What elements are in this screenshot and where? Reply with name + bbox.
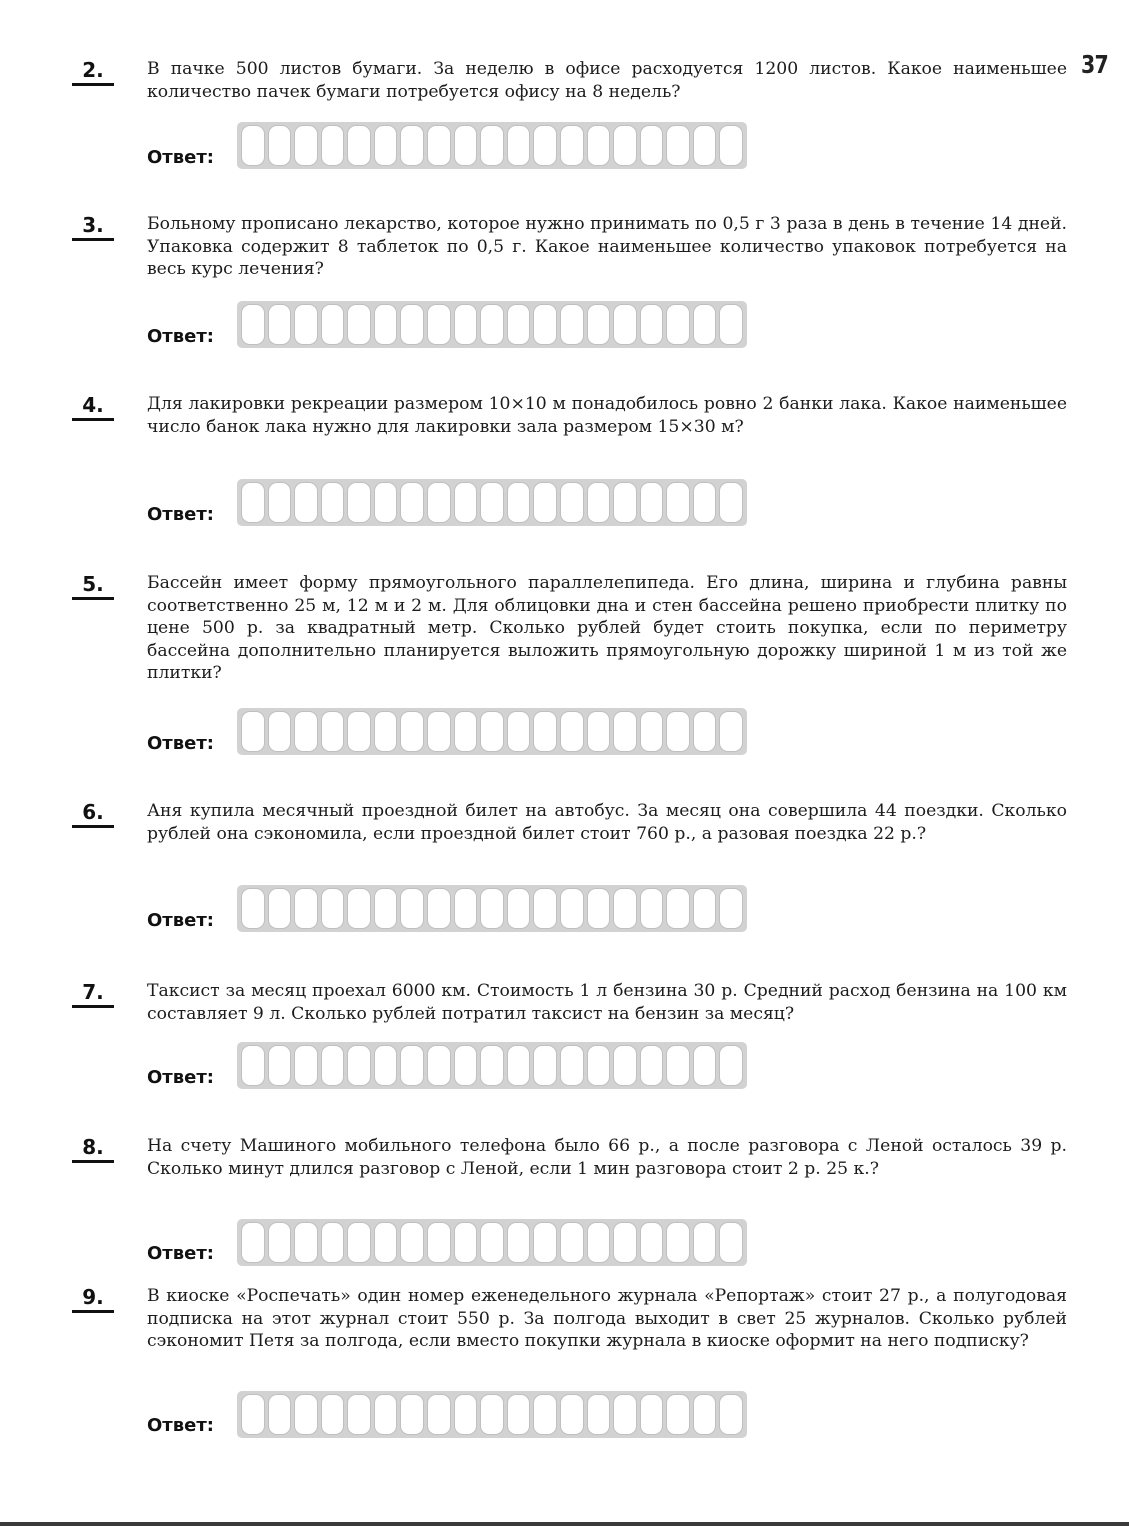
- answer-cell[interactable]: [454, 1222, 478, 1263]
- answer-cell[interactable]: [533, 1394, 557, 1435]
- answer-cell[interactable]: [693, 1394, 717, 1435]
- answer-label: Ответ:: [147, 147, 214, 168]
- answer-cell[interactable]: [507, 1394, 531, 1435]
- answer-cell[interactable]: [241, 1394, 265, 1435]
- answer-cell[interactable]: [560, 304, 584, 345]
- answer-input[interactable]: [237, 479, 747, 526]
- answer-cell[interactable]: [374, 1222, 398, 1263]
- answer-cell[interactable]: [347, 125, 371, 166]
- answer-cell[interactable]: [587, 304, 611, 345]
- task-number: 2.: [72, 58, 114, 86]
- answer-cell[interactable]: [241, 304, 265, 345]
- answer-cell[interactable]: [294, 304, 318, 345]
- answer-cell[interactable]: [719, 1394, 743, 1435]
- answer-cell[interactable]: [613, 888, 637, 929]
- answer-cell[interactable]: [321, 888, 345, 929]
- answer-cell[interactable]: [507, 125, 531, 166]
- answer-label: Ответ:: [147, 733, 214, 754]
- answer-cell[interactable]: [533, 888, 557, 929]
- answer-cell[interactable]: [268, 125, 292, 166]
- answer-cell[interactable]: [347, 1394, 371, 1435]
- answer-cell[interactable]: [268, 888, 292, 929]
- answer-cell[interactable]: [666, 1045, 690, 1086]
- answer-label: Ответ:: [147, 326, 214, 347]
- task-number: 7.: [72, 980, 114, 1008]
- answer-cell[interactable]: [533, 711, 557, 752]
- answer-input[interactable]: [237, 122, 747, 169]
- answer-cell[interactable]: [587, 1222, 611, 1263]
- answer-cell[interactable]: [347, 1222, 371, 1263]
- answer-cell[interactable]: [427, 125, 451, 166]
- answer-cell[interactable]: [268, 482, 292, 523]
- answer-cell[interactable]: [400, 1045, 424, 1086]
- answer-cell[interactable]: [480, 304, 504, 345]
- answer-cell[interactable]: [587, 482, 611, 523]
- answer-cell[interactable]: [560, 888, 584, 929]
- answer-cell[interactable]: [560, 1394, 584, 1435]
- answer-cell[interactable]: [560, 711, 584, 752]
- answer-cell[interactable]: [427, 888, 451, 929]
- answer-cell[interactable]: [321, 1394, 345, 1435]
- answer-cell[interactable]: [347, 1045, 371, 1086]
- answer-cell[interactable]: [666, 125, 690, 166]
- answer-cell[interactable]: [268, 304, 292, 345]
- answer-cell[interactable]: [533, 1222, 557, 1263]
- answer-cell[interactable]: [294, 125, 318, 166]
- answer-cell[interactable]: [693, 482, 717, 523]
- answer-cell[interactable]: [640, 482, 664, 523]
- answer-cell[interactable]: [719, 1222, 743, 1263]
- answer-cell[interactable]: [587, 1045, 611, 1086]
- task-text: Аня купила месячный проездной билет на автобус. За месяц она совершила 44 поездки. Сколько рублей она сэкономила, если проездной билет стоит 760 р., а разовая поездка 22 р.?: [147, 801, 1067, 844]
- answer-cell[interactable]: [241, 1222, 265, 1263]
- answer-cell[interactable]: [427, 304, 451, 345]
- answer-cell[interactable]: [507, 711, 531, 752]
- answer-input[interactable]: [237, 1391, 747, 1438]
- answer-cell[interactable]: [294, 1045, 318, 1086]
- answer-cell[interactable]: [400, 304, 424, 345]
- answer-cell[interactable]: [613, 1222, 637, 1263]
- answer-cell[interactable]: [719, 125, 743, 166]
- answer-cell[interactable]: [613, 711, 637, 752]
- answer-cell[interactable]: [321, 1045, 345, 1086]
- answer-cell[interactable]: [507, 1045, 531, 1086]
- answer-cell[interactable]: [533, 304, 557, 345]
- answer-cell[interactable]: [640, 1222, 664, 1263]
- answer-cell[interactable]: [693, 1222, 717, 1263]
- task-text: На счету Машиного мобильного телефона было 66 р., а после разговора с Леной осталось 39 р. Сколько минут длился разговор с Леной, если 1 мин разговора стоит 2 р. 25 к.?: [147, 1136, 1067, 1179]
- answer-cell[interactable]: [640, 1045, 664, 1086]
- answer-cell[interactable]: [640, 888, 664, 929]
- answer-cell[interactable]: [427, 1222, 451, 1263]
- answer-cell[interactable]: [560, 1045, 584, 1086]
- answer-cell[interactable]: [640, 711, 664, 752]
- task-number: 6.: [72, 800, 114, 828]
- answer-cell[interactable]: [374, 888, 398, 929]
- answer-cell[interactable]: [587, 1394, 611, 1435]
- answer-cell[interactable]: [400, 482, 424, 523]
- task-number: 8.: [72, 1135, 114, 1163]
- answer-input[interactable]: [237, 885, 747, 932]
- answer-cell[interactable]: [400, 125, 424, 166]
- answer-cell[interactable]: [560, 125, 584, 166]
- answer-cell[interactable]: [241, 711, 265, 752]
- answer-cell[interactable]: [613, 125, 637, 166]
- answer-cell[interactable]: [347, 482, 371, 523]
- answer-cell[interactable]: [374, 1045, 398, 1086]
- answer-cell[interactable]: [427, 1394, 451, 1435]
- answer-cell[interactable]: [480, 1394, 504, 1435]
- answer-cell[interactable]: [719, 482, 743, 523]
- answer-cell[interactable]: [454, 482, 478, 523]
- answer-cell[interactable]: [347, 711, 371, 752]
- answer-cell[interactable]: [268, 1222, 292, 1263]
- answer-cell[interactable]: [666, 482, 690, 523]
- answer-cell[interactable]: [241, 1045, 265, 1086]
- answer-cell[interactable]: [427, 711, 451, 752]
- answer-cell[interactable]: [374, 1394, 398, 1435]
- answer-cell[interactable]: [507, 482, 531, 523]
- answer-label: Ответ:: [147, 1243, 214, 1264]
- answer-label: Ответ:: [147, 1415, 214, 1436]
- answer-cell[interactable]: [480, 711, 504, 752]
- answer-cell[interactable]: [427, 1045, 451, 1086]
- answer-cell[interactable]: [268, 1045, 292, 1086]
- answer-cell[interactable]: [347, 304, 371, 345]
- answer-cell[interactable]: [666, 1222, 690, 1263]
- answer-cell[interactable]: [321, 304, 345, 345]
- answer-cell[interactable]: [400, 1222, 424, 1263]
- answer-label: Ответ:: [147, 1067, 214, 1088]
- answer-cell[interactable]: [719, 1045, 743, 1086]
- page-number: 37: [1081, 50, 1108, 79]
- task-text: Больному прописано лекарство, которое нужно принимать по 0,5 г 3 раза в день в течение 14 дней. Упаковка содержит 8 таблеток по 0,5 г. Какое наименьшее количество упаковок потребуется на весь курс лечения?: [147, 214, 1067, 279]
- answer-cell[interactable]: [454, 1045, 478, 1086]
- task-number: 3.: [72, 213, 114, 241]
- answer-cell[interactable]: [640, 125, 664, 166]
- answer-cell[interactable]: [560, 1222, 584, 1263]
- answer-cell[interactable]: [294, 711, 318, 752]
- answer-cell[interactable]: [454, 1394, 478, 1435]
- answer-cell[interactable]: [374, 304, 398, 345]
- answer-cell[interactable]: [480, 1222, 504, 1263]
- answer-cell[interactable]: [294, 482, 318, 523]
- answer-input[interactable]: [237, 1042, 747, 1089]
- answer-cell[interactable]: [587, 711, 611, 752]
- answer-cell[interactable]: [480, 125, 504, 166]
- answer-cell[interactable]: [693, 125, 717, 166]
- task-number: 9.: [72, 1285, 114, 1313]
- answer-cell[interactable]: [666, 1394, 690, 1435]
- answer-cell[interactable]: [693, 888, 717, 929]
- answer-cell[interactable]: [719, 888, 743, 929]
- answer-cell[interactable]: [693, 711, 717, 752]
- answer-cell[interactable]: [294, 888, 318, 929]
- answer-label: Ответ:: [147, 910, 214, 931]
- task-number: 5.: [72, 572, 114, 600]
- answer-cell[interactable]: [321, 711, 345, 752]
- answer-cell[interactable]: [613, 1394, 637, 1435]
- task-text: Бассейн имеет форму прямоугольного параллелепипеда. Его длина, ширина и глубина равны соответственно 25 м, 12 м и 2 м. Для облицовки дна и стен бассейна решено приобрести плитку по цене 500 р. за квадратный метр. Сколько рублей будет стоить покупка, если по периметру бассейна дополнительно планируется выложить прямоугольную дорожку шириной 1 м из той же плитки?: [147, 573, 1067, 683]
- answer-cell[interactable]: [427, 482, 451, 523]
- answer-cell[interactable]: [719, 304, 743, 345]
- task-text: В пачке 500 листов бумаги. За неделю в офисе расходуется 1200 листов. Какое наименьшее количество пачек бумаги потребуется офису на 8 недель?: [147, 59, 1067, 102]
- answer-cell[interactable]: [560, 482, 584, 523]
- answer-cell[interactable]: [268, 1394, 292, 1435]
- answer-cell[interactable]: [533, 482, 557, 523]
- answer-cell[interactable]: [241, 482, 265, 523]
- answer-cell[interactable]: [454, 711, 478, 752]
- answer-cell[interactable]: [640, 304, 664, 345]
- answer-cell[interactable]: [507, 1222, 531, 1263]
- answer-cell[interactable]: [533, 125, 557, 166]
- answer-cell[interactable]: [613, 304, 637, 345]
- answer-cell[interactable]: [666, 711, 690, 752]
- answer-cell[interactable]: [587, 888, 611, 929]
- answer-cell[interactable]: [693, 304, 717, 345]
- answer-cell[interactable]: [480, 1045, 504, 1086]
- answer-cell[interactable]: [294, 1394, 318, 1435]
- answer-cell[interactable]: [533, 1045, 557, 1086]
- answer-cell[interactable]: [480, 482, 504, 523]
- answer-cell[interactable]: [613, 1045, 637, 1086]
- answer-cell[interactable]: [374, 711, 398, 752]
- answer-cell[interactable]: [454, 125, 478, 166]
- answer-cell[interactable]: [400, 1394, 424, 1435]
- answer-cell[interactable]: [294, 1222, 318, 1263]
- answer-label: Ответ:: [147, 504, 214, 525]
- answer-cell[interactable]: [241, 125, 265, 166]
- task-text: Таксист за месяц проехал 6000 км. Стоимость 1 л бензина 30 р. Средний расход бензина на 100 км составляет 9 л. Сколько рублей потратил таксист на бензин за месяц?: [147, 981, 1067, 1024]
- answer-cell[interactable]: [693, 1045, 717, 1086]
- answer-cell[interactable]: [507, 304, 531, 345]
- answer-cell[interactable]: [507, 888, 531, 929]
- answer-cell[interactable]: [480, 888, 504, 929]
- answer-input[interactable]: [237, 708, 747, 755]
- task-text: В киоске «Роспечать» один номер еженедельного журнала «Репортаж» стоит 27 р., а полугодовая подписка на этот журнал стоит 550 р. За полгода выходит в свет 25 журналов. Сколько рублей сэкономит Петя за полгода, если вместо покупки журнала в киоске оформит на него подписку?: [147, 1286, 1067, 1351]
- answer-cell[interactable]: [241, 888, 265, 929]
- answer-cell[interactable]: [400, 711, 424, 752]
- task-text: Для лакировки рекреации размером 10×10 м понадобилось ровно 2 банки лака. Какое наименьшее число банок лака нужно для лакировки зала размером 15×30 м?: [147, 394, 1067, 437]
- answer-cell[interactable]: [347, 888, 371, 929]
- bottom-rule: [0, 1522, 1129, 1526]
- answer-input[interactable]: [237, 301, 747, 348]
- answer-cell[interactable]: [454, 304, 478, 345]
- answer-input[interactable]: [237, 1219, 747, 1266]
- answer-cell[interactable]: [321, 482, 345, 523]
- answer-cell[interactable]: [268, 711, 292, 752]
- answer-cell[interactable]: [374, 125, 398, 166]
- answer-cell[interactable]: [587, 125, 611, 166]
- task-number: 4.: [72, 393, 114, 421]
- answer-cell[interactable]: [666, 888, 690, 929]
- answer-cell[interactable]: [613, 482, 637, 523]
- answer-cell[interactable]: [666, 304, 690, 345]
- answer-cell[interactable]: [374, 482, 398, 523]
- answer-cell[interactable]: [400, 888, 424, 929]
- answer-cell[interactable]: [719, 711, 743, 752]
- answer-cell[interactable]: [454, 888, 478, 929]
- answer-cell[interactable]: [321, 125, 345, 166]
- answer-cell[interactable]: [321, 1222, 345, 1263]
- answer-cell[interactable]: [640, 1394, 664, 1435]
